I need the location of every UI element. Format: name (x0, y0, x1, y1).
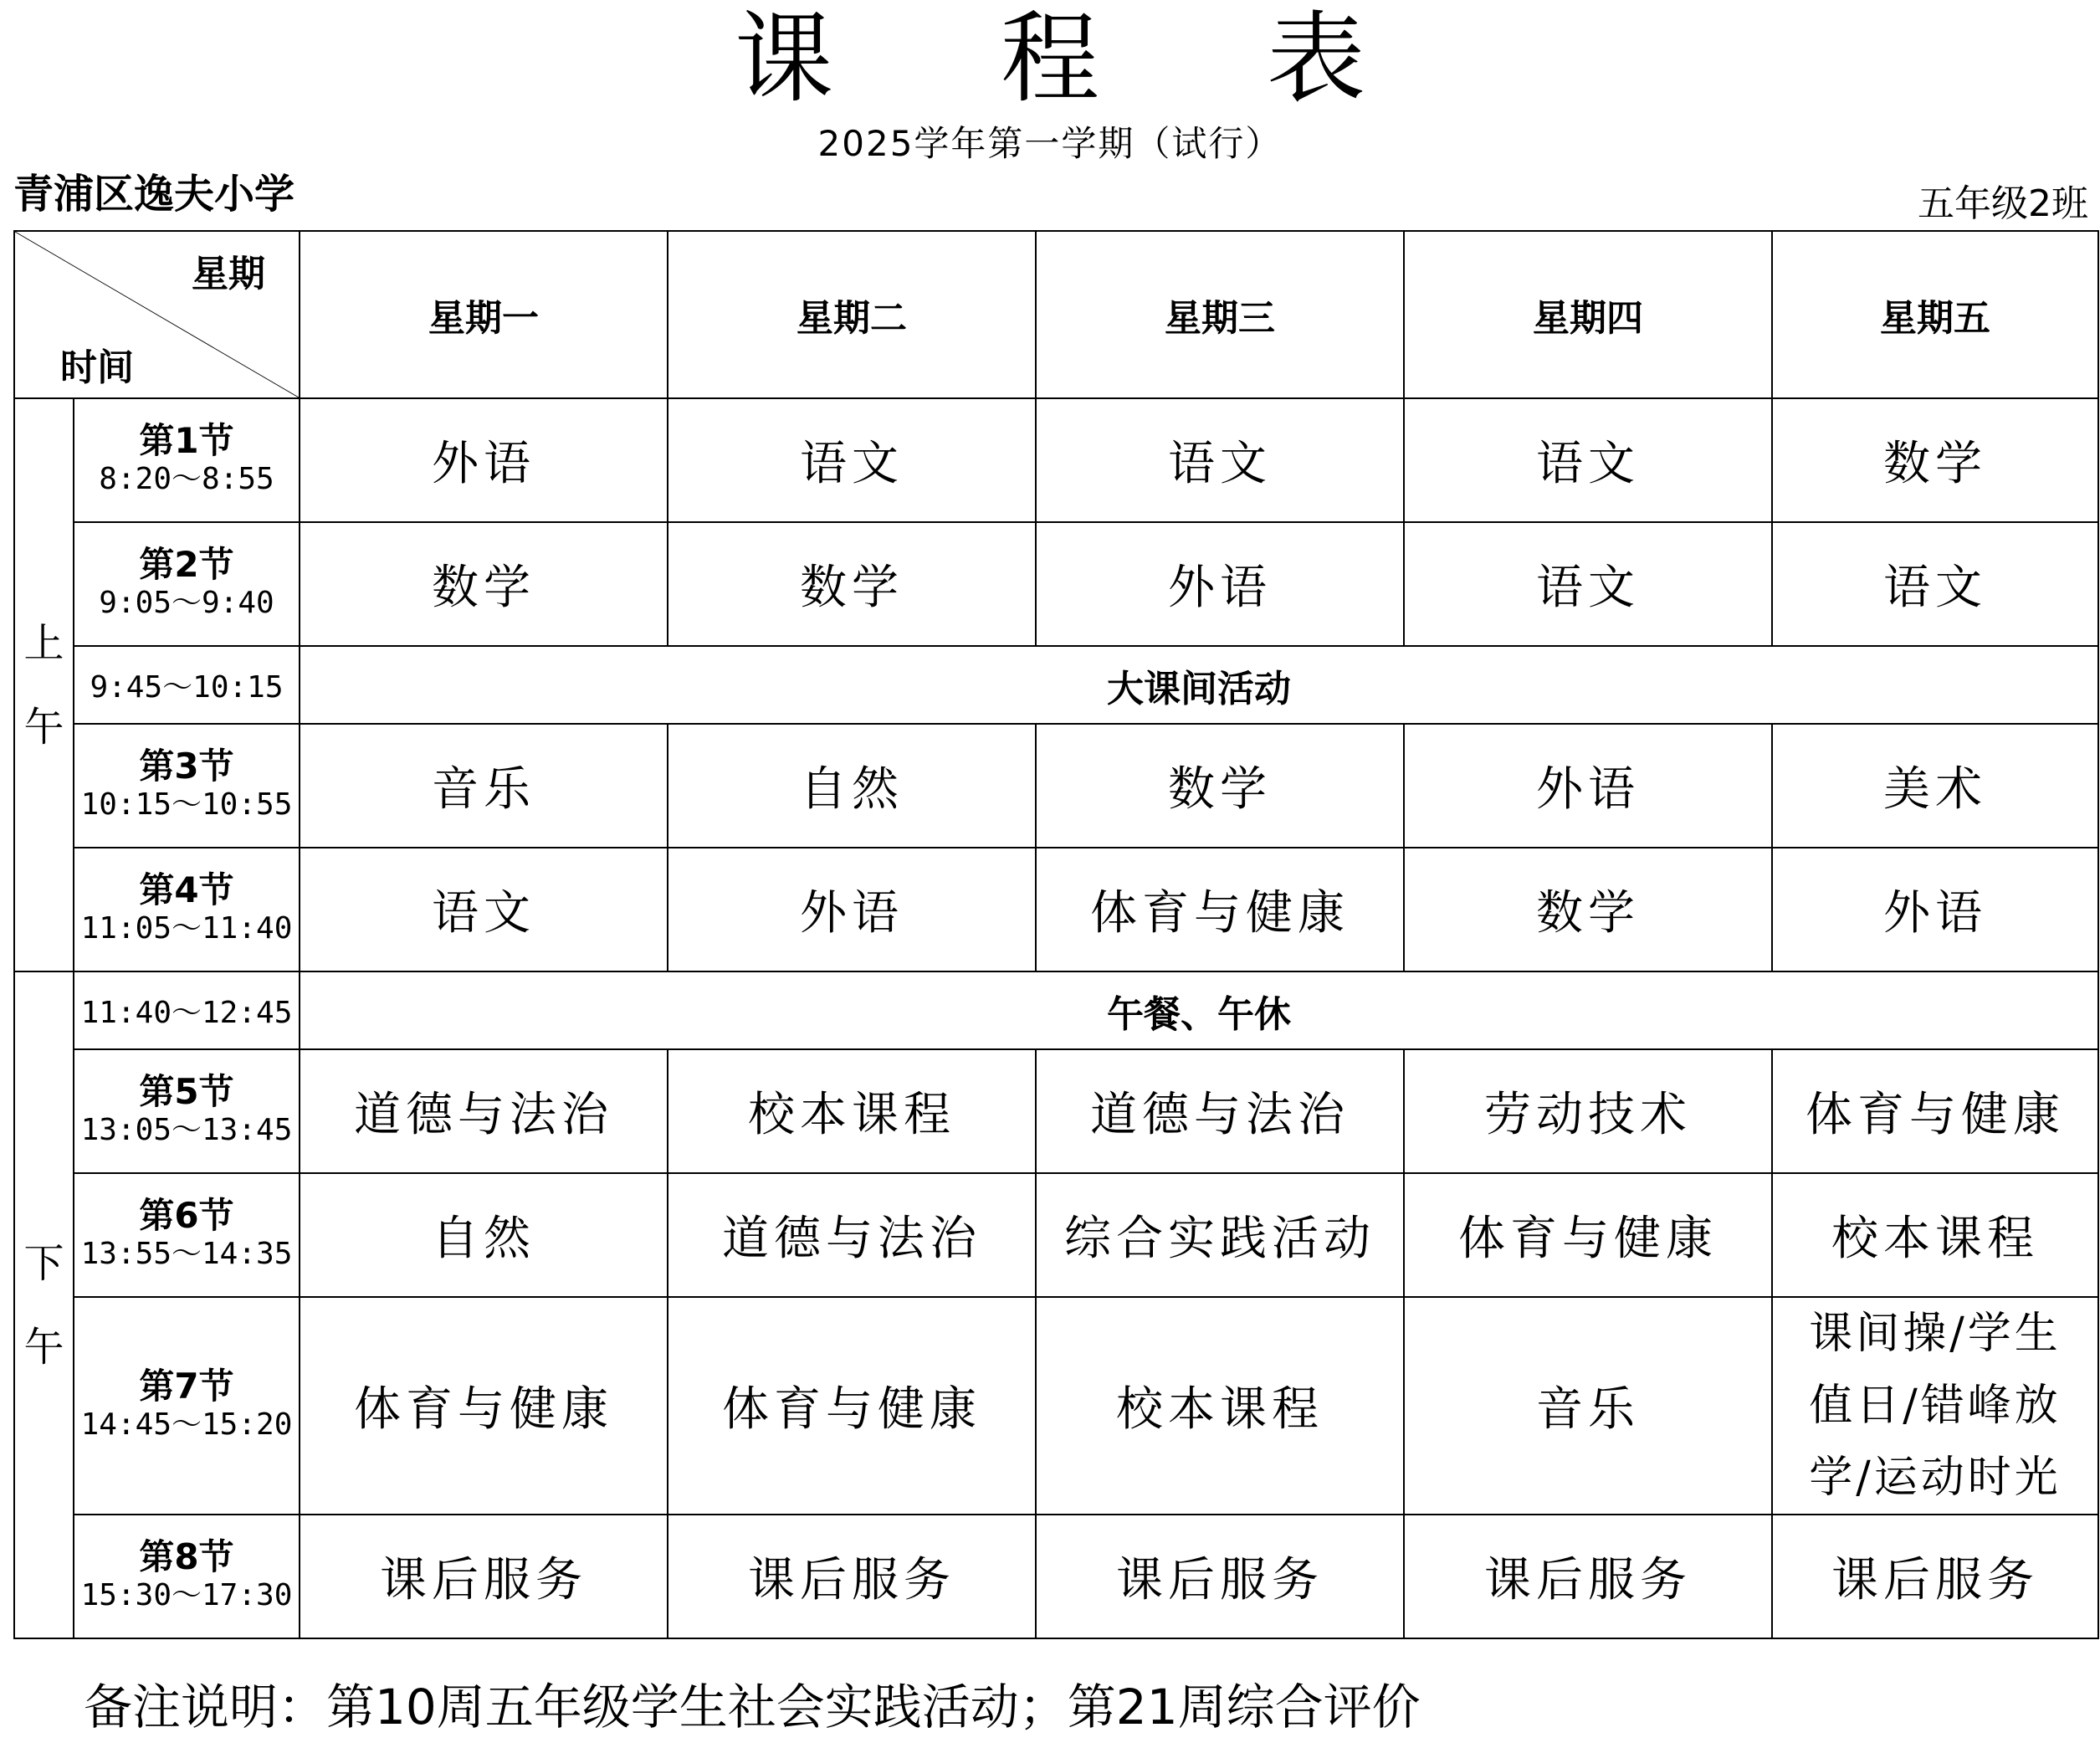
period-row-6 (14, 1173, 2098, 1297)
period-label (74, 1049, 300, 1173)
period-name: 第3节 (139, 746, 234, 787)
day-header-tue: 星期二 (668, 231, 1036, 398)
day-header-wed: 星期三 (1036, 231, 1404, 398)
period-time: 15:30～17:30 (80, 1578, 293, 1612)
period-name: 第2节 (139, 544, 234, 585)
subject-cell: 劳动技术 (1404, 1049, 1772, 1173)
period-time: 9:05～9:40 (99, 586, 274, 620)
subject-cell: 数学 (1404, 848, 1772, 971)
period-name: 第4节 (139, 869, 234, 910)
period-row-3 (14, 724, 2098, 848)
remarks-note: 备注说明：第10周五年级学生社会实践活动；第21周综合评价 (84, 1679, 1421, 1735)
subject-cell: 语文 (1772, 522, 2098, 646)
subject-cell: 课后服务 (300, 1515, 668, 1638)
subject-cell: 外语 (1036, 522, 1404, 646)
period-name: 第8节 (139, 1536, 234, 1577)
period-time: 11:05～11:40 (80, 911, 293, 946)
morning-label (14, 398, 74, 971)
corner-label-day: 星期 (192, 253, 265, 295)
period-row-2 (14, 522, 2098, 646)
morning-char: 上 (23, 619, 64, 667)
subject-cell-multiline (1772, 1297, 2098, 1515)
corner-label-time: 时间 (60, 346, 134, 389)
day-header-fri: 星期五 (1772, 231, 2098, 398)
subject-cell: 美术 (1772, 724, 2098, 848)
afternoon-char: 午 (23, 1323, 64, 1371)
title-char: 表 (1267, 1, 1366, 116)
subject-cell: 综合实践活动 (1036, 1173, 1404, 1297)
semester-subtitle: 2025学年第一学期（试行） (817, 123, 1283, 164)
subject-cell: 体育与健康 (300, 1297, 668, 1515)
day-header-mon: 星期一 (300, 231, 668, 398)
break-row-lunch (14, 971, 2098, 1049)
period-row-8 (14, 1515, 2098, 1638)
afternoon-char: 下 (23, 1239, 64, 1287)
subject-cell: 外语 (668, 848, 1036, 971)
subject-cell: 语文 (1036, 398, 1404, 522)
subject-cell: 体育与健康 (1036, 848, 1404, 971)
period-label (74, 398, 300, 522)
subject-cell: 道德与法治 (300, 1049, 668, 1173)
period-name: 第5节 (139, 1071, 234, 1112)
subject-cell: 数学 (668, 522, 1036, 646)
period-time: 13:05～13:45 (80, 1113, 293, 1147)
period-name: 第6节 (139, 1195, 234, 1236)
subject-cell: 体育与健康 (668, 1297, 1036, 1515)
subject-cell: 语文 (668, 398, 1036, 522)
subject-cell: 课后服务 (668, 1515, 1036, 1638)
subject-cell: 道德与法治 (1036, 1049, 1404, 1173)
subject-cell: 校本课程 (668, 1049, 1036, 1173)
period-time: 14:45～15:20 (80, 1407, 293, 1442)
period-row-1 (14, 398, 2098, 522)
subject-line: 值日/错峰放 (1809, 1381, 2062, 1431)
period-label (74, 1297, 300, 1515)
period-label (74, 724, 300, 848)
period-time: 8:20～8:55 (99, 462, 274, 496)
subject-cell: 语文 (1404, 522, 1772, 646)
subject-cell: 自然 (668, 724, 1036, 848)
title-char: 课 (734, 1, 833, 116)
morning-char: 午 (23, 703, 64, 751)
subject-cell: 校本课程 (1036, 1297, 1404, 1515)
break-label: 午餐、午休 (300, 971, 2098, 1049)
period-time: 13:55～14:35 (80, 1237, 293, 1271)
period-label (74, 848, 300, 971)
header-row (14, 231, 2098, 398)
corner-cell (14, 231, 300, 398)
break-label: 大课间活动 (300, 646, 2098, 724)
subject-cell: 外语 (300, 398, 668, 522)
subject-cell: 语文 (300, 848, 668, 971)
period-name: 第7节 (139, 1366, 234, 1407)
subject-cell: 校本课程 (1772, 1173, 2098, 1297)
subject-cell: 体育与健康 (1772, 1049, 2098, 1173)
subject-cell: 音乐 (300, 724, 668, 848)
subject-cell: 数学 (1772, 398, 2098, 522)
subject-cell: 数学 (1036, 724, 1404, 848)
subject-cell: 数学 (300, 522, 668, 646)
title-char: 程 (1000, 1, 1099, 116)
subject-cell: 音乐 (1404, 1297, 1772, 1515)
period-row-7 (14, 1297, 2098, 1515)
break-row-morning (14, 646, 2098, 724)
subject-line: 课间操/学生 (1809, 1309, 2062, 1359)
class-name: 五年级2班 (1918, 182, 2088, 225)
period-label (74, 522, 300, 646)
subject-cell: 外语 (1772, 848, 2098, 971)
subject-cell: 自然 (300, 1173, 668, 1297)
page-title (0, 0, 2100, 117)
subject-cell: 课后服务 (1772, 1515, 2098, 1638)
period-row-5 (14, 1049, 2098, 1173)
period-name: 第1节 (139, 420, 234, 461)
school-name: 青浦区逸夫小学 (13, 171, 295, 218)
day-header-thu: 星期四 (1404, 231, 1772, 398)
subject-cell: 外语 (1404, 724, 1772, 848)
subject-line: 学/运动时光 (1809, 1453, 2062, 1503)
subject-cell: 道德与法治 (668, 1173, 1036, 1297)
period-row-4 (14, 848, 2098, 971)
subject-cell: 体育与健康 (1404, 1173, 1772, 1297)
afternoon-label (14, 971, 74, 1638)
subject-cell: 语文 (1404, 398, 1772, 522)
subject-cell: 课后服务 (1036, 1515, 1404, 1638)
period-label (74, 1173, 300, 1297)
break-time: 9:45～10:15 (74, 646, 300, 724)
period-time: 10:15～10:55 (80, 787, 293, 822)
period-label (74, 1515, 300, 1638)
subject-cell: 课后服务 (1404, 1515, 1772, 1638)
timetable (13, 230, 2099, 1639)
break-time: 11:40～12:45 (74, 971, 300, 1049)
